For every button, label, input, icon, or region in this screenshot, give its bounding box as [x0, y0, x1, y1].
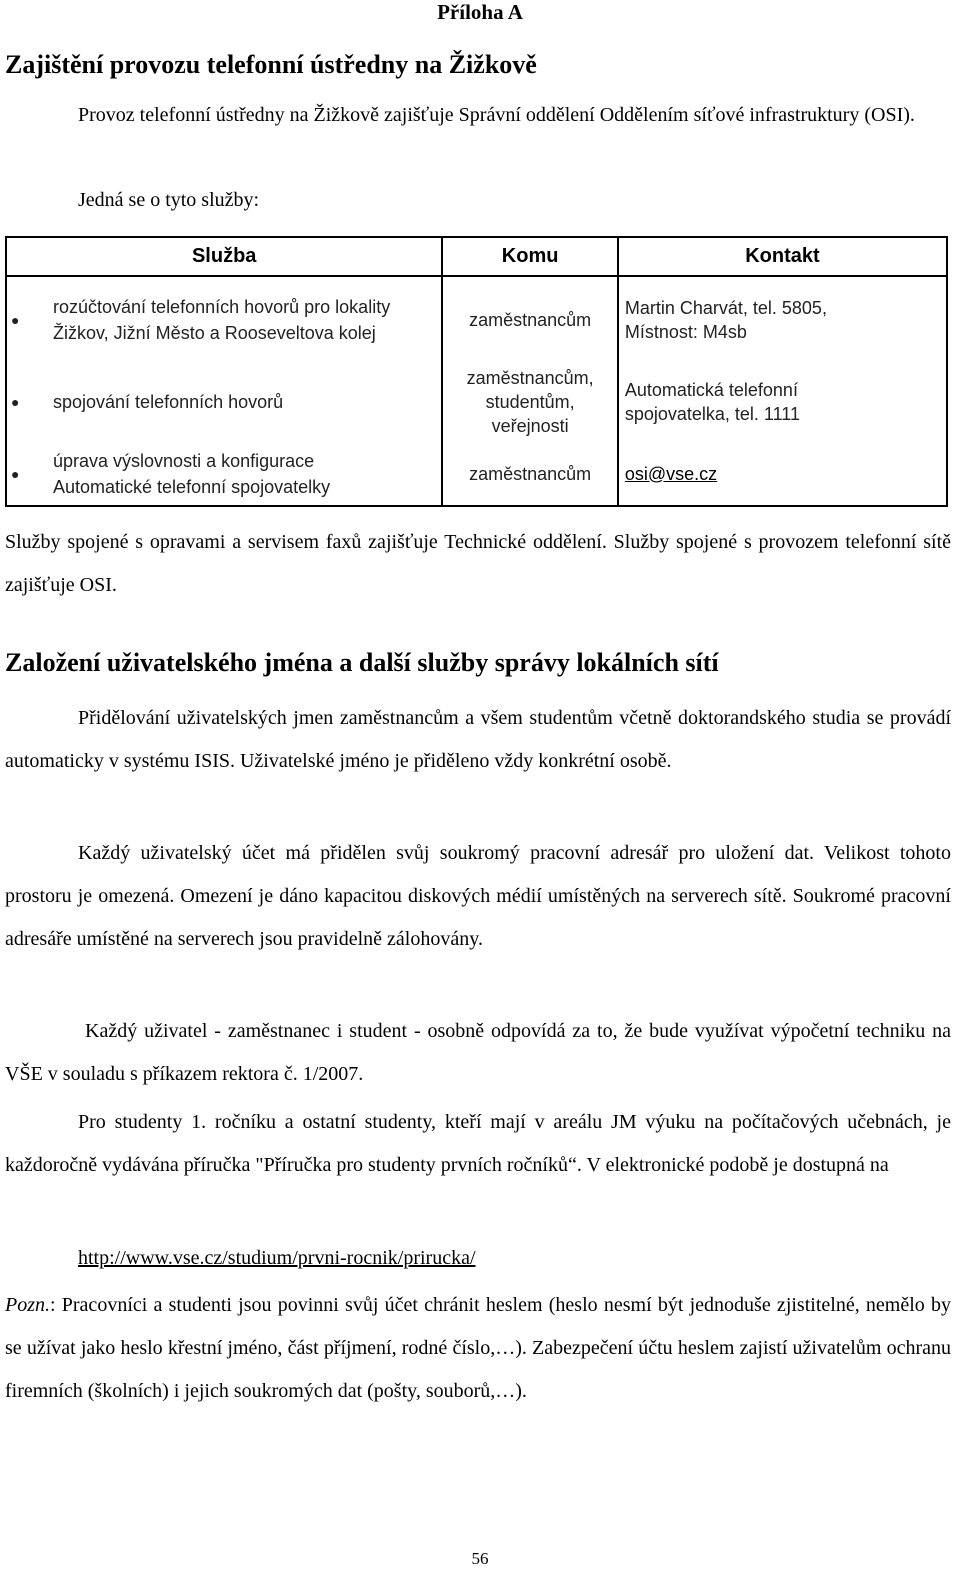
service-cell — [6, 442, 442, 506]
contact-cell — [618, 276, 947, 362]
header-service: Služba — [6, 237, 442, 276]
table-row — [6, 442, 947, 506]
recipient-cell: zaměstnancům — [442, 276, 617, 362]
contact-email-link[interactable]: osi@vse.cz — [624, 463, 718, 484]
contact-cell — [618, 362, 947, 442]
services-table — [5, 236, 948, 507]
note-paragraph — [5, 1284, 951, 1413]
paragraph-user-responsibility: Každý uživatel - zaměstnanec i student - osobně odpovídá za to, že bude využívat výpočetní techniku na VŠE v souladu s příkazem rektora č. 1/2007. — [5, 1020, 951, 1085]
contact-cell — [618, 442, 947, 506]
table-header-row — [6, 237, 947, 276]
services-intro: Jedná se o tyto služby: — [78, 189, 260, 211]
service-text: úprava výslovnosti a konfigurace Automatické telefonní spojovatelky — [53, 450, 331, 497]
contact-text: Automatická telefonní spojovatelka, tel. 1111 — [624, 380, 800, 424]
handbook-link[interactable]: http://www.vse.cz/studium/prvni-rocnik/prirucka/ — [78, 1247, 476, 1269]
bullet-icon: ● — [11, 394, 20, 410]
header-recipient: Komu — [442, 237, 617, 276]
service-cell — [6, 362, 442, 442]
bullet-icon: ● — [11, 465, 20, 482]
section-heading-username: Založení uživatelského jména a další služby správy lokálních sítí — [5, 648, 719, 677]
recipient-text: zaměstnancům, studentům, veřejnosti — [466, 368, 594, 436]
header-contact: Kontakt — [618, 237, 947, 276]
contact-text: Martin Charvát, tel. 5805, Místnost: M4sb — [624, 297, 827, 342]
paragraph-first-year-handbook: Pro studenty 1. ročníku a ostatní studenty, kteří mají v areálu JM výuku na počítačových učebnách, je každoročně vydávána příručka "Příručka pro studenty prvních ročníků“. V elektronické podobě je dostupná na — [5, 1111, 951, 1176]
appendix-label: Příloha A — [437, 0, 523, 24]
paragraph-username-assignment: Přidělování uživatelských jmen zaměstnancům a všem studentům včetně doktorandského studia se provádí automaticky v systému ISIS. Uživatelské jméno je přiděleno vždy konkrétní osobě. — [5, 707, 951, 772]
page-number: 56 — [471, 1549, 489, 1568]
service-cell — [6, 276, 442, 362]
service-text: spojování telefonních hovorů — [53, 392, 284, 412]
after-table-paragraph: Služby spojené s opravami a servisem faxů zajišťuje Technické oddělení. Služby spojené s provozem telefonní sítě zajišťuje OSI. — [5, 531, 951, 596]
table-row — [6, 276, 947, 362]
bullet-icon: ● — [11, 311, 20, 328]
intro-paragraph: Provoz telefonní ústředny na Žižkově zajišťuje Správní oddělení Oddělením síťové infrastruktury (OSI). — [78, 104, 915, 126]
note-text: : Pracovníci a studenti jsou povinni svůj účet chránit heslem (heslo nesmí být jednoduše zjistitelné, nemělo by se užívat jako heslo křestní jméno, část příjmení, rodné číslo,…). Zabezpečení účtu heslem zajistí uživatelům ochranu firemních (školních) i jejich soukromých dat (pošty, souborů,…). — [5, 1294, 951, 1402]
table-row — [6, 362, 947, 442]
paragraph-private-directory: Každý uživatelský účet má přidělen svůj soukromý pracovní adresář pro uložení dat. Velikost tohoto prostoru je omezená. Omezení je dáno kapacitou diskových médií umístěných na serverech sítě. Soukromé pracovní adresáře umístěné na serverech jsou pravidelně zálohovány. — [5, 842, 951, 950]
recipient-cell: zaměstnancům — [442, 442, 617, 506]
recipient-cell — [442, 362, 617, 442]
service-text: rozúčtování telefonních hovorů pro lokality Žižkov, Jižní Město a Rooseveltova kolej — [53, 296, 391, 343]
section-heading-telephone: Zajištění provozu telefonní ústředny na Žižkově — [5, 50, 537, 79]
note-label: Pozn. — [5, 1294, 50, 1316]
